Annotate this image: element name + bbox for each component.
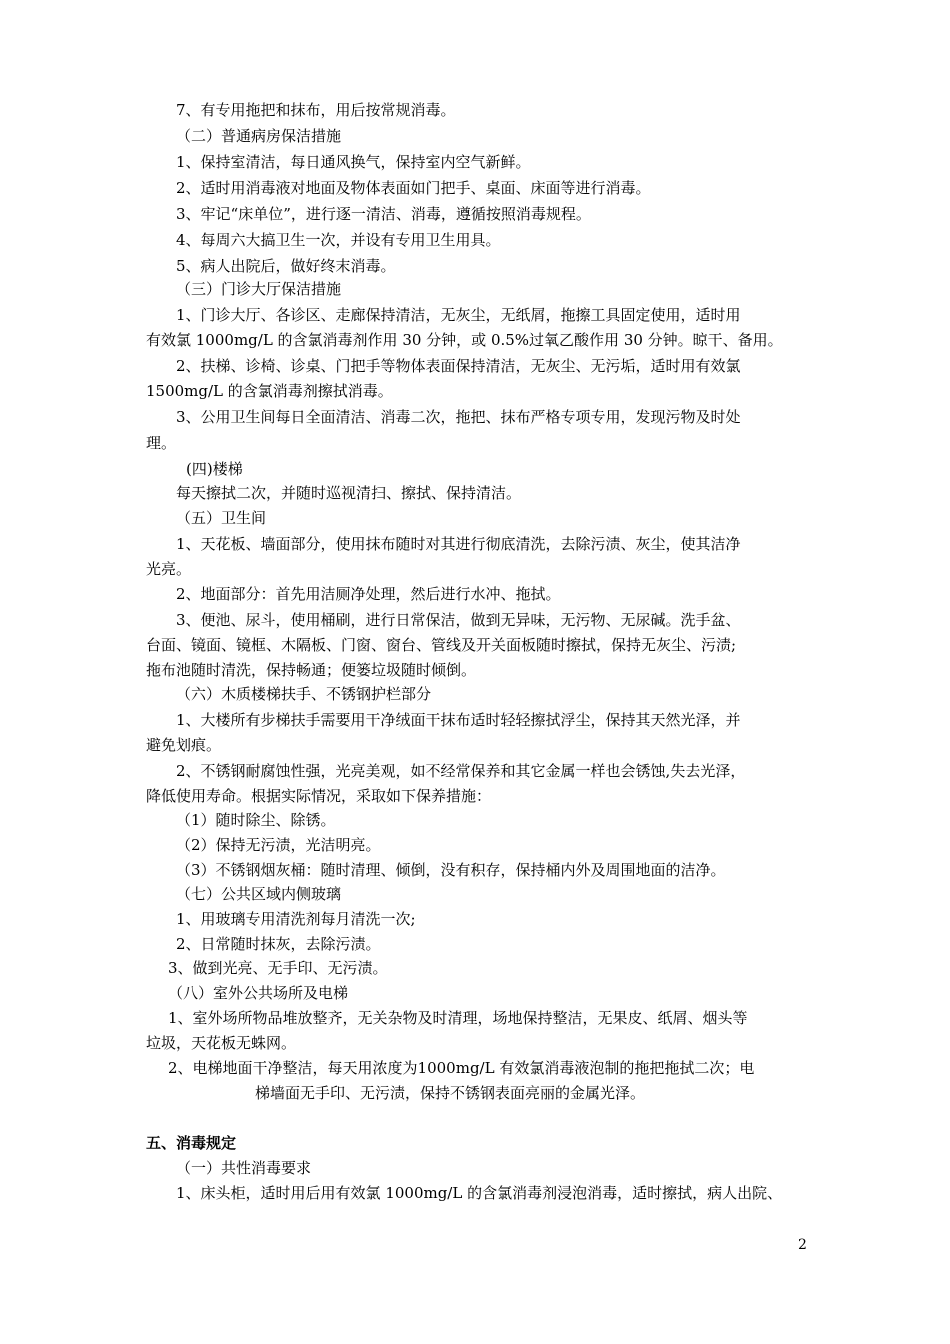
text-line: （3）不锈钢烟灰桶：随时清理、倾倒，没有积存，保持桶内外及周围地面的洁净。 <box>176 861 726 879</box>
text-line: 1500mg/L 的含氯消毒剂擦拭消毒。 <box>146 382 393 400</box>
text-line: 5、病人出院后，做好终末消毒。 <box>176 257 396 275</box>
text-line: 有效氯 1000mg/L 的含氯消毒剂作用 30 分钟，或 0.5%过氧乙酸作用 30 分钟。晾干、备用。 <box>146 331 783 349</box>
text-line: 2、不锈钢耐腐蚀性强，光亮美观，如不经常保养和其它金属一样也会锈蚀,失去光泽， <box>176 762 746 780</box>
text-line: 2、扶梯、诊椅、诊桌、门把手等物体表面保持清洁，无灰尘、无污垢，适时用有效氯 <box>176 357 741 375</box>
text-line: 3、牢记“床单位”，进行逐一清洁、消毒，遵循按照消毒规程。 <box>176 205 591 223</box>
section-heading: （六）木质楼梯扶手、不锈钢护栏部分 <box>176 685 432 703</box>
text-line: 7、有专用拖把和抹布，用后按常规消毒。 <box>176 101 456 119</box>
section-heading: （八）室外公共场所及电梯 <box>168 984 349 1002</box>
text-line: 4、每周六大搞卫生一次，并设有专用卫生用具。 <box>176 231 501 249</box>
text-line: 梯墙面无手印、无污渍，保持不锈钢表面亮丽的金属光泽。 <box>255 1084 646 1102</box>
text-line: 避免划痕。 <box>146 736 222 754</box>
text-line: 2、电梯地面干净整洁，每天用浓度为1000mg/L 有效氯消毒液泡制的拖把拖拭二次；电 <box>168 1059 755 1077</box>
section-heading: （一）共性消毒要求 <box>176 1159 312 1177</box>
section-heading: （七）公共区域内侧玻璃 <box>176 885 342 903</box>
chapter-heading: 五、消毒规定 <box>146 1134 237 1152</box>
text-line: 光亮。 <box>146 560 192 578</box>
text-line: 2、日常随时抹灰，去除污渍。 <box>176 935 381 953</box>
text-line: 1、大楼所有步梯扶手需要用干净绒面干抹布适时轻轻擦拭浮尘，保持其天然光泽，并 <box>176 711 741 729</box>
page-number: 2 <box>798 1237 807 1253</box>
text-line: 台面、镜面、镜框、木隔板、门窗、窗台、管线及开关面板随时擦拭，保持无灰尘、污渍; <box>146 636 737 654</box>
text-line: （1）随时除尘、除锈。 <box>176 811 336 829</box>
text-line: 1、天花板、墙面部分，使用抹布随时对其进行彻底清洗，去除污渍、灰尘，使其洁净 <box>176 535 741 553</box>
section-heading: (四)楼梯 <box>186 460 243 478</box>
text-line: 拖布池随时清洗，保持畅通；便篓垃圾随时倾倒。 <box>146 661 477 679</box>
text-line: 1、床头柜，适时用后用有效氯 1000mg/L 的含氯消毒剂浸泡消毒，适时擦拭，病人出院、 <box>176 1184 783 1202</box>
text-line: （2）保持无污渍，光洁明亮。 <box>176 836 381 854</box>
text-line: 垃圾，天花板无蛛网。 <box>146 1034 297 1052</box>
section-heading: （三）门诊大厅保洁措施 <box>176 280 342 298</box>
text-line: 理。 <box>146 434 177 452</box>
text-line: 2、适时用消毒液对地面及物体表面如门把手、桌面、床面等进行消毒。 <box>176 179 651 197</box>
text-line: 3、公用卫生间每日全面清洁、消毒二次，拖把、抹布严格专项专用，发现污物及时处 <box>176 408 741 426</box>
text-line: 3、便池、尿斗，使用桶刷，进行日常保洁，做到无异味，无污物、无尿碱。洗手盆、 <box>176 611 741 629</box>
section-heading: （五）卫生间 <box>176 509 267 527</box>
text-line: 1、用玻璃专用清洗剂每月清洗一次; <box>176 910 416 928</box>
text-line: 降低使用寿命。根据实际情况，采取如下保养措施： <box>146 787 492 805</box>
text-line: 2、地面部分：首先用洁厕净处理，然后进行水冲、拖拭。 <box>176 585 561 603</box>
section-heading: （二）普通病房保洁措施 <box>176 127 342 145</box>
text-line: 3、做到光亮、无手印、无污渍。 <box>168 959 388 977</box>
text-line: 1、保持室清洁，每日通风换气，保持室内空气新鲜。 <box>176 153 531 171</box>
text-line: 每天擦拭二次，并随时巡视清扫、擦拭、保持清洁。 <box>176 484 522 502</box>
text-line: 1、室外场所物品堆放整齐，无关杂物及时清理，场地保持整洁，无果皮、纸屑、烟头等 <box>168 1009 748 1027</box>
text-line: 1、门诊大厅、各诊区、走廊保持清洁，无灰尘，无纸屑，拖擦工具固定使用，适时用 <box>176 306 741 324</box>
